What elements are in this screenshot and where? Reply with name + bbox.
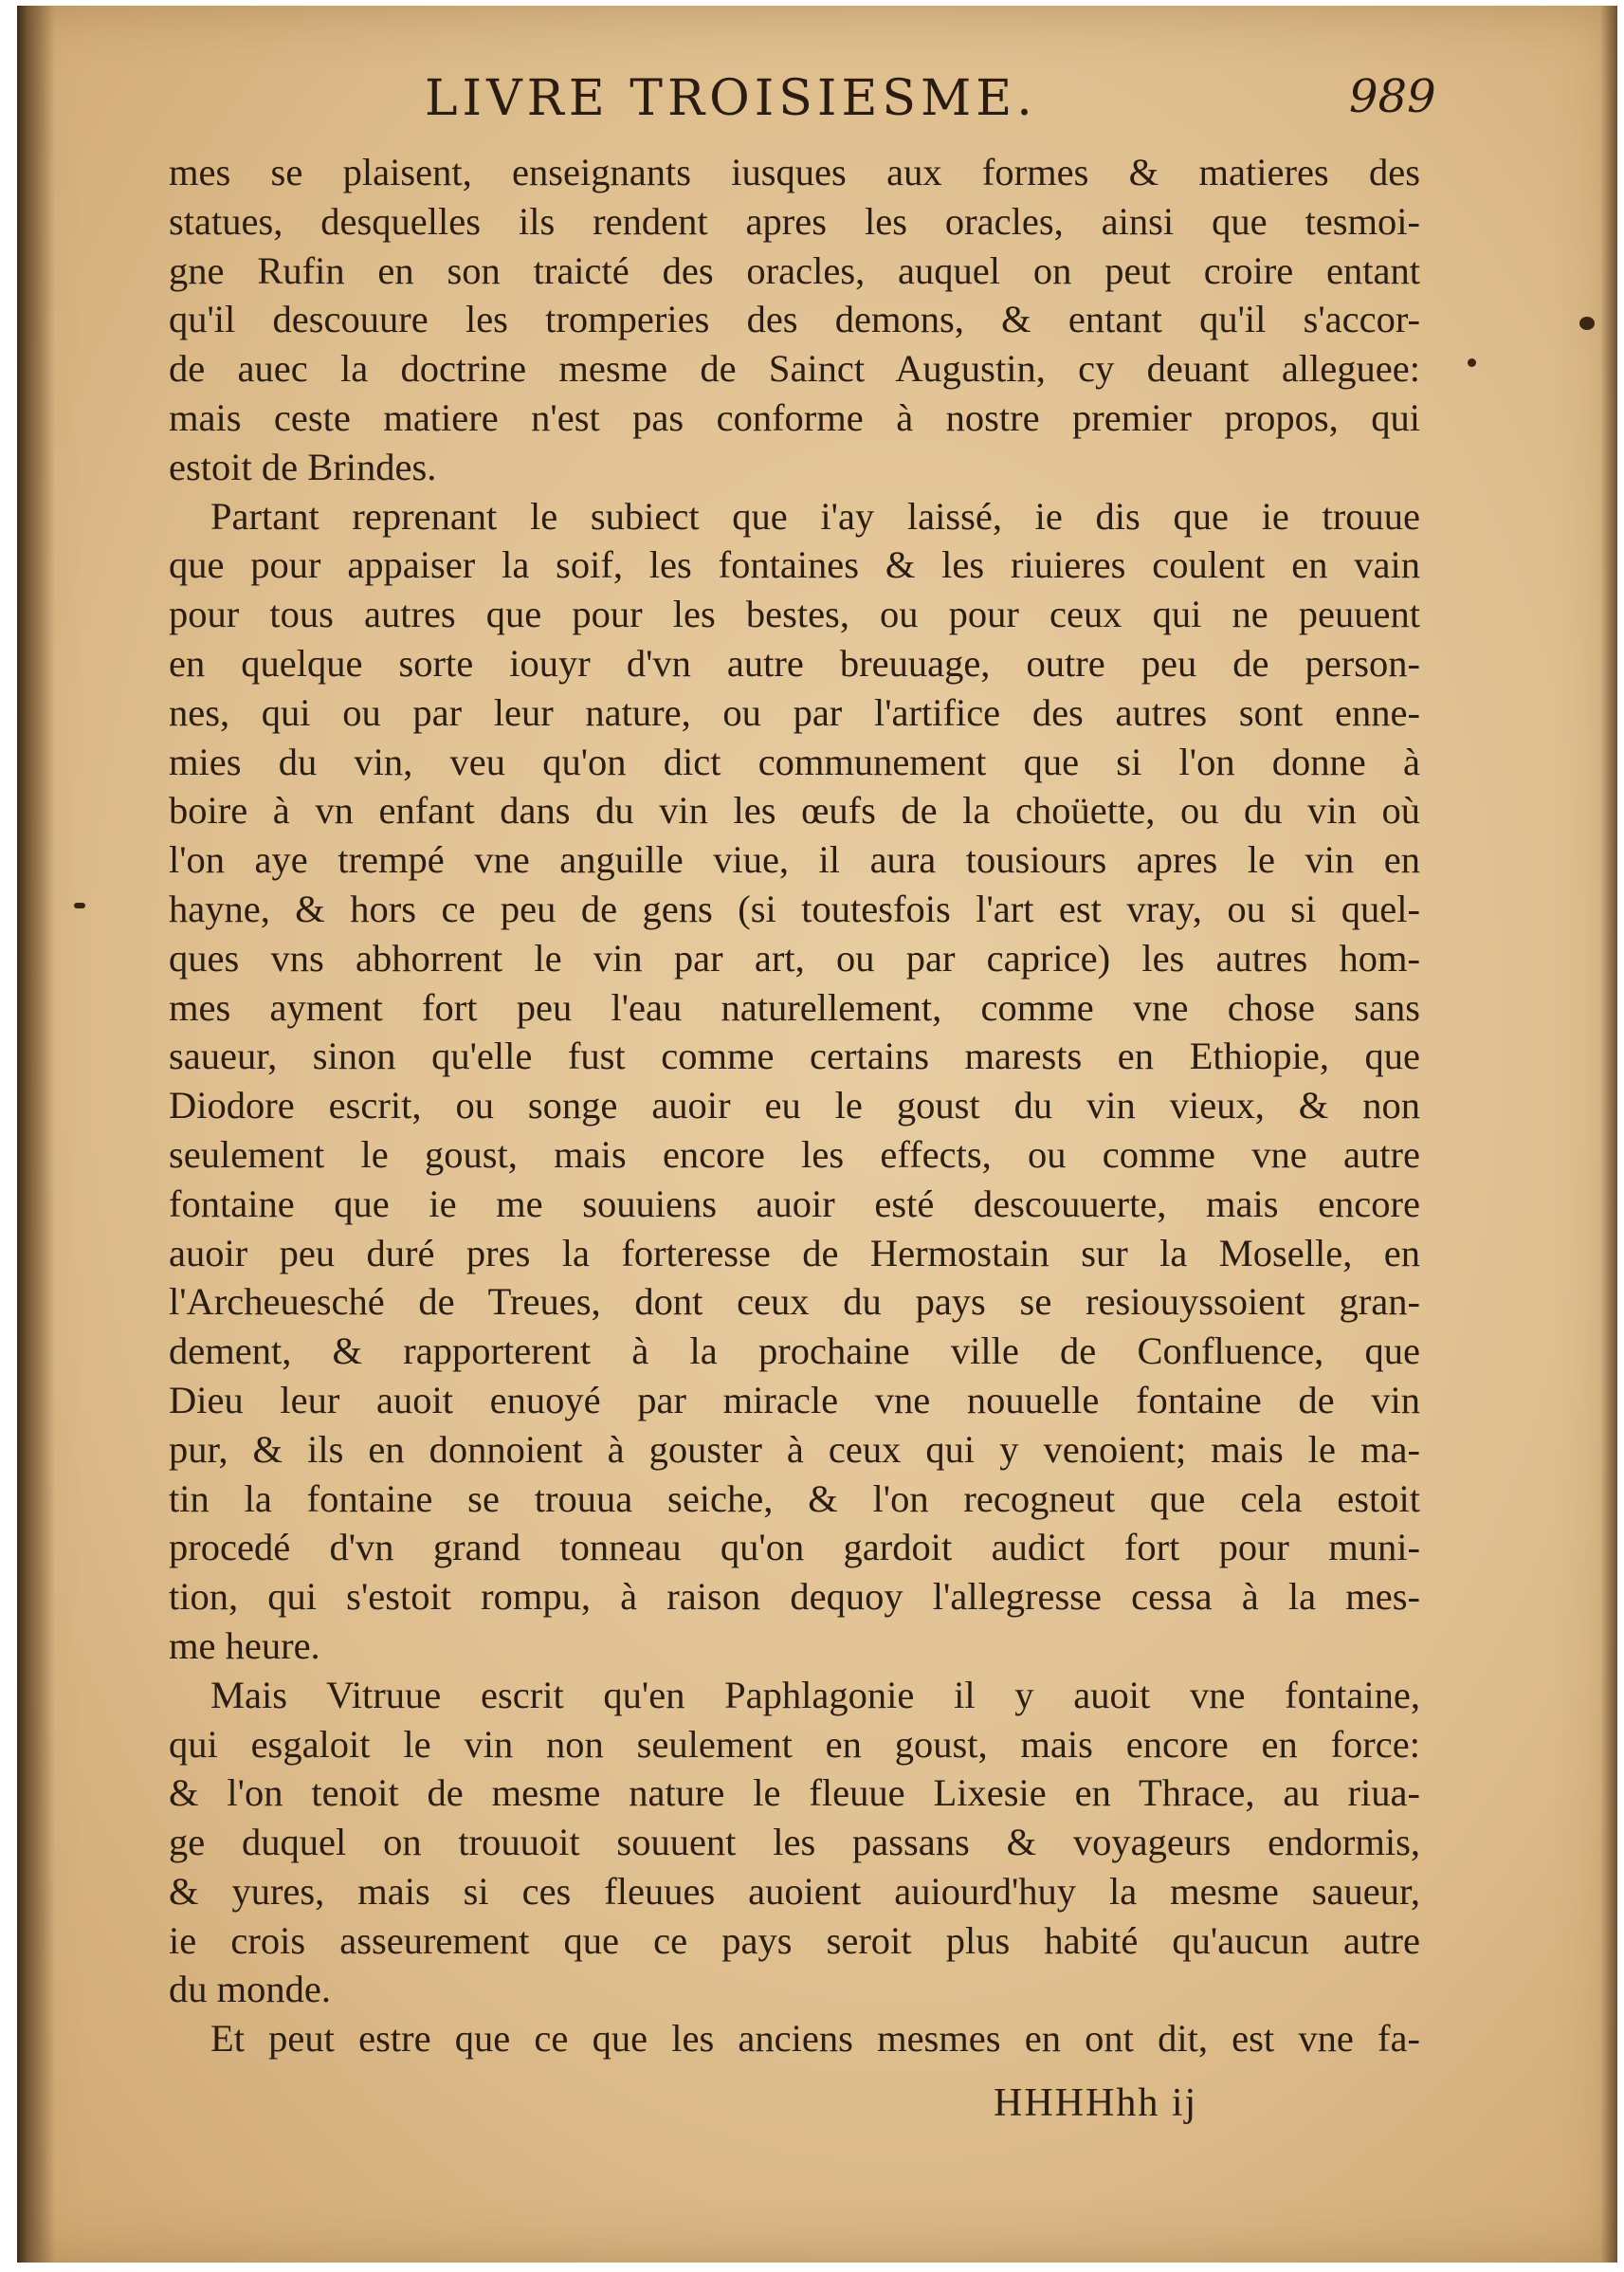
running-head xyxy=(17,70,1617,137)
text-line: pour tous autres que pour les bestes, ou pour ceux qui ne peuuent xyxy=(169,593,1420,636)
text-line: en quelque sorte iouyr d'vn autre breuuage, outre peu de person- xyxy=(169,641,1420,685)
text-line: boire à vn enfant dans du vin les œufs de la choüette, ou du vin où xyxy=(169,789,1420,833)
page-right-edge xyxy=(1600,6,1617,2263)
text-line: statues, desquelles ils rendent apres les oracles, ainsi que tesmoi- xyxy=(169,199,1420,243)
text-line: estoit de Brindes. xyxy=(169,445,437,488)
text-line: qu'il descouure les tromperies des demons, & entant qu'il s'accor- xyxy=(169,298,1420,341)
text-line: l'on aye trempé vne anguille viue, il aura tousiours apres le vin en xyxy=(169,838,1420,882)
text-line: Dieu leur auoit enuoyé par miracle vne nouuelle fontaine de vin xyxy=(169,1378,1420,1421)
page-number: 989 xyxy=(1349,70,1436,123)
ink-stain xyxy=(1468,358,1476,367)
ink-stain xyxy=(1579,317,1595,330)
text-line: saueur, sinon qu'elle fust comme certains marests en Ethiopie, que xyxy=(169,1035,1420,1078)
text-line: mies du vin, veu qu'on dict communement que si l'on donne à xyxy=(169,740,1420,783)
text-line: qui esgaloit le vin non seulement en goust, mais encore en force: xyxy=(169,1722,1420,1766)
text-line: me heure. xyxy=(169,1623,320,1667)
text-line: Partant reprenant le subiect que i'ay laissé, ie dis que ie trouue xyxy=(210,494,1420,538)
text-line: du monde. xyxy=(169,1968,331,2011)
text-line: Et peut estre que ce que les anciens mesmes en ont dit, est vne fa- xyxy=(210,2017,1420,2061)
text-line: ie crois asseurement que ce pays seroit plus habité qu'aucun autre xyxy=(169,1918,1420,1962)
text-line: de auec la doctrine mesme de Sainct Augustin, cy deuant alleguee: xyxy=(169,347,1420,391)
body-text xyxy=(169,148,1420,2063)
page-binding-edge xyxy=(17,6,55,2263)
text-line: seulement le goust, mais encore les effects, ou comme vne autre xyxy=(169,1132,1420,1176)
text-line: mais ceste matiere n'est pas conforme à nostre premier propos, qui xyxy=(169,395,1420,439)
text-line: ques vns abhorrent le vin par art, ou par caprice) les autres hom- xyxy=(169,936,1420,980)
text-line: l'Archeuesché de Treues, dont ceux du pays se resiouyssoient gran- xyxy=(169,1280,1420,1324)
text-line: tion, qui s'estoit rompu, à raison dequoy l'allegresse cessa à la mes- xyxy=(169,1575,1420,1619)
text-line: Diodore escrit, ou songe auoir eu le goust du vin vieux, & non xyxy=(169,1084,1420,1127)
text-line: mes ayment fort peu l'eau naturellement, comme vne chose sans xyxy=(169,985,1420,1029)
ink-stain xyxy=(74,903,85,908)
text-line: fontaine que ie me souuiens auoir esté descouuerte, mais encore xyxy=(169,1182,1420,1225)
text-line: mes se plaisent, enseignants iusques aux formes & matieres des xyxy=(169,151,1420,193)
text-line: & l'on tenoit de mesme nature le fleuue Lixesie en Thrace, au riua- xyxy=(169,1771,1420,1815)
text-line: dement, & rapporterent à la prochaine ville de Confluence, que xyxy=(169,1329,1420,1373)
text-line: nes, qui ou par leur nature, ou par l'artifice des autres sont enne- xyxy=(169,690,1420,734)
signature-mark: HHHHhh ij xyxy=(994,2081,1198,2125)
text-line: tin la fontaine se trouua seiche, & l'on recogneut que cela estoit xyxy=(169,1476,1420,1520)
text-line: hayne, & hors ce peu de gens (si toutesfois l'art est vray, ou si quel- xyxy=(169,887,1420,930)
book-page xyxy=(17,6,1617,2263)
text-line: auoir peu duré pres la forteresse de Hermostain sur la Moselle, en xyxy=(169,1231,1420,1274)
running-title: LIVRE TROISIESME. xyxy=(425,70,1037,127)
text-line: que pour appaiser la soif, les fontaines & les riuieres coulent en vain xyxy=(169,543,1420,587)
text-line: Mais Vitruue escrit qu'en Paphlagonie il y auoit vne fontaine, xyxy=(210,1673,1420,1716)
text-line: & yures, mais si ces fleuues auoient auiourd'huy la mesme saueur, xyxy=(169,1869,1420,1913)
text-line: procedé d'vn grand tonneau qu'on gardoit audict fort pour muni- xyxy=(169,1526,1420,1569)
text-line: gne Rufin en son traicté des oracles, auquel on peut croire entant xyxy=(169,248,1420,292)
text-line: pur, & ils en donnoient à gouster à ceux qui y venoient; mais le ma- xyxy=(169,1427,1420,1471)
text-line: ge duquel on trouuoit souuent les passans & voyageurs endormis, xyxy=(169,1821,1420,1864)
